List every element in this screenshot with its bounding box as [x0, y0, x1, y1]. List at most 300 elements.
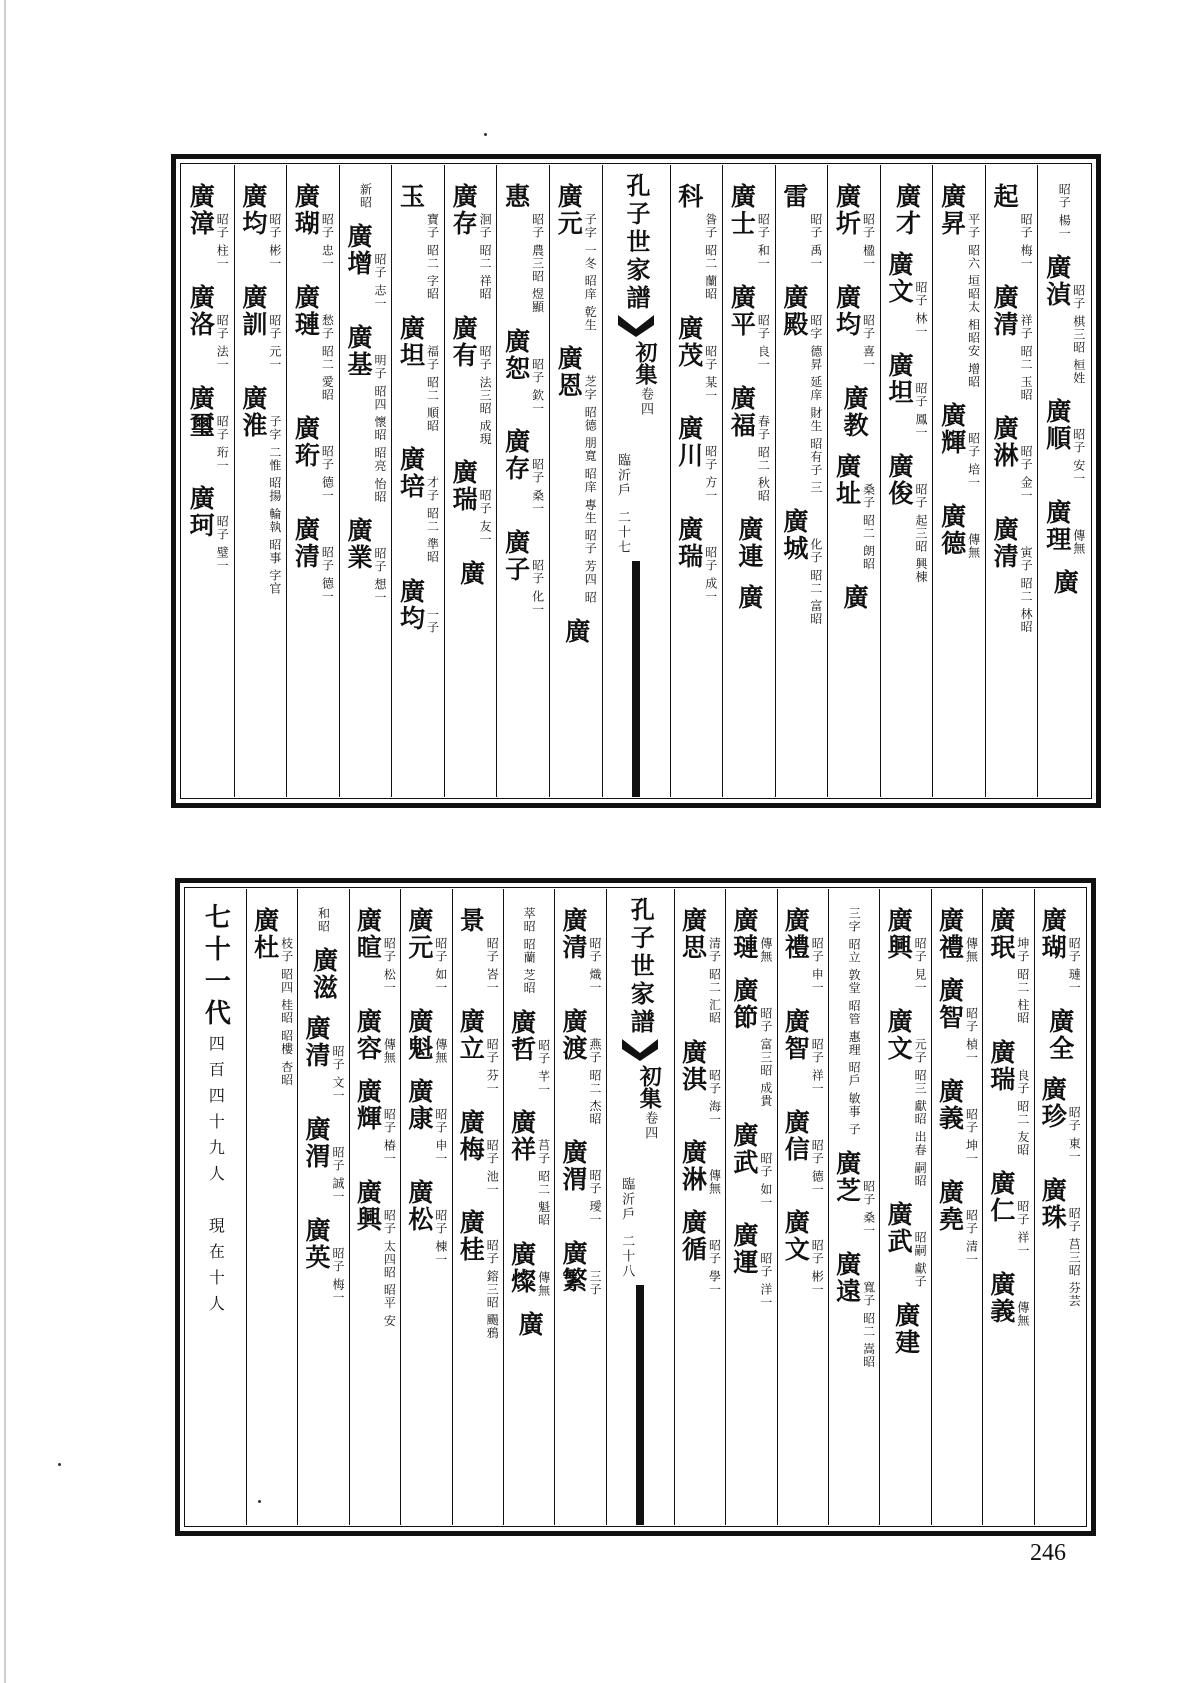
person-name: 廣渭 — [302, 1115, 332, 1170]
person-entry — [781, 907, 824, 994]
person-note: 昭子 法三昭 成現 — [478, 344, 493, 446]
person-note: 昭子 良一 — [756, 313, 771, 371]
person-note: 昭子 農三昭 煜顯 — [530, 213, 545, 314]
person-name: 廣仁 — [986, 1170, 1016, 1225]
person-entry — [727, 284, 770, 371]
person-entry — [353, 1078, 396, 1165]
person-entry — [892, 1302, 920, 1356]
person-note: 昭子 忠一 — [320, 213, 335, 270]
person-name: 廣連 — [734, 516, 764, 571]
person-name: 廣文 — [884, 1007, 914, 1062]
person-name: 景 — [456, 907, 486, 934]
person-note: 昭子 峇一 — [485, 937, 500, 994]
person-entry — [885, 453, 928, 584]
person-note: 昭子 文一 — [331, 1045, 346, 1102]
person-name: 廣松 — [404, 1178, 434, 1233]
person-name: 廣興 — [884, 907, 914, 961]
person-note: 昭子 彬一 — [267, 213, 282, 270]
person-name: 廣瑞 — [449, 459, 479, 514]
person-entry — [935, 1078, 978, 1165]
person-entry — [678, 1209, 721, 1296]
person-name: 廣哲 — [507, 1008, 537, 1063]
person-name: 廣遠 — [832, 1250, 862, 1305]
person-name: 廣教 — [839, 384, 869, 439]
person-note: 傳無 — [707, 1169, 722, 1196]
person-note: 一子 — [425, 607, 440, 634]
person-entry — [727, 183, 770, 270]
folio-number: 二十七 — [615, 510, 630, 555]
volume-label: 初集 — [636, 1065, 663, 1109]
person-name: 廣恩 — [554, 345, 584, 400]
person-name: 廣淮 — [238, 384, 268, 439]
person-name: 廣康 — [404, 1077, 434, 1132]
person-name: 廣渭 — [559, 1139, 589, 1194]
scan-speck — [58, 1463, 61, 1466]
record-column — [725, 889, 776, 1525]
person-note: 昭子 松一 — [382, 937, 397, 994]
person-name: 廣培 — [396, 446, 426, 501]
person-name: 廣輝 — [937, 402, 967, 457]
person-name: 廣川 — [674, 415, 704, 470]
person-entry — [239, 284, 282, 371]
person-name: 廣圻 — [832, 183, 862, 237]
person-name: 起 — [990, 183, 1020, 210]
person-entry — [990, 183, 1033, 270]
person-note: 昭子 欽一 — [530, 357, 545, 415]
record-column — [722, 165, 775, 797]
person-note: 昭子 德一 — [320, 445, 335, 503]
person-entry — [562, 618, 590, 645]
person-name: 廣 — [839, 584, 869, 612]
person-note: 燕子 昭二 杰昭 — [588, 1037, 603, 1126]
person-name: 廣清 — [990, 516, 1020, 571]
person-name: 雷 — [779, 183, 809, 210]
person-note: 良子 昭二 友昭 — [1015, 1068, 1030, 1157]
person-entry — [302, 1116, 345, 1203]
person-note: 昭子 安一 — [1071, 428, 1086, 486]
person-note: 傳無 — [758, 937, 773, 963]
person-note: 昭子 祥一 — [810, 1037, 825, 1095]
person-name: 廣 — [515, 1311, 545, 1339]
continued-note: 新昭 — [358, 183, 373, 209]
person-entry — [884, 1201, 927, 1288]
person-name: 廣珉 — [986, 907, 1016, 961]
record-column — [400, 889, 451, 1525]
person-name: 廣瑞 — [986, 1038, 1016, 1093]
person-entry — [884, 907, 927, 994]
person-note: 昭子 禹一 — [808, 213, 823, 270]
person-name: 廣魁 — [404, 1007, 434, 1062]
person-note: 昭子 池一 — [485, 1138, 500, 1196]
person-name: 廣芝 — [832, 1149, 862, 1204]
person-note: 昭子 誠一 — [331, 1145, 346, 1203]
person-note: 寬子 昭二 嵩昭 — [861, 1280, 876, 1369]
person-name: 廣士 — [727, 183, 757, 237]
person-note: 昭子 東一 — [1067, 1105, 1082, 1163]
record-column — [775, 165, 828, 797]
person-name: 廣梅 — [456, 1108, 486, 1163]
person-entry — [186, 183, 229, 270]
scan-speck — [484, 133, 487, 136]
person-entry — [990, 284, 1033, 402]
person-name: 廣建 — [891, 1301, 921, 1356]
person-entry — [449, 315, 492, 446]
person-entry — [833, 1251, 876, 1369]
person-name: 廣有 — [449, 314, 479, 369]
person-name: 廣城 — [779, 507, 809, 562]
person-entry — [344, 517, 387, 604]
person-name: 廣文 — [781, 1209, 811, 1264]
person-name: 廣堯 — [935, 1178, 965, 1233]
person-name: 廣清 — [559, 907, 589, 961]
person-note: 昭子 學一 — [707, 1239, 722, 1297]
person-name: 廣漳 — [186, 183, 216, 237]
person-note: 福子 昭二 順昭 — [425, 344, 440, 433]
person-name: 廣淋 — [678, 1139, 708, 1194]
person-note: 昭子 桑一 — [530, 458, 545, 516]
person-name: 廣珍 — [1038, 1075, 1068, 1130]
person-entry — [1046, 1008, 1074, 1062]
juan-label: 卷四 — [638, 387, 653, 417]
person-note: 元子 昭三 獻昭 出春 嗣昭 — [913, 1037, 928, 1188]
person-name: 廣坦 — [396, 314, 426, 369]
person-note: 昭子 元一 — [267, 313, 282, 371]
record-column — [339, 165, 392, 797]
person-note: 昭子 梅一 — [331, 1246, 346, 1304]
person-name: 廣武 — [884, 1201, 914, 1256]
person-name: 廣存 — [449, 183, 479, 237]
person-entry — [938, 183, 981, 388]
person-note: 坤子 昭二 柱昭 — [1015, 937, 1030, 1025]
person-entry — [405, 1008, 448, 1064]
person-note: 昭子 林一 — [914, 281, 929, 338]
person-name: 廣信 — [781, 1108, 811, 1163]
person-entry — [310, 947, 338, 1001]
person-entry — [251, 907, 294, 1086]
person-entry — [935, 977, 978, 1064]
person-name: 廣杜 — [250, 907, 280, 961]
person-entry — [1038, 907, 1081, 994]
person-entry — [405, 1179, 448, 1266]
person-note: 化子 昭二 富昭 — [808, 537, 823, 626]
person-entry — [730, 907, 773, 963]
person-name: 廣洛 — [186, 283, 216, 338]
person-entry — [730, 1122, 773, 1209]
person-name: 廣理 — [1042, 499, 1072, 554]
person-entry — [885, 251, 928, 338]
person-entry — [730, 1222, 773, 1309]
person-name: 廣義 — [986, 1271, 1016, 1326]
person-name: 廣運 — [729, 1222, 759, 1277]
person-entry — [456, 1008, 499, 1095]
person-entry — [397, 183, 440, 301]
person-entry — [987, 907, 1030, 1025]
person-note: 子字 二惟 昭揚 輪執 昭事 字官 — [267, 414, 282, 595]
person-note: 昭子 喜一 — [861, 313, 876, 371]
person-entry — [781, 1209, 824, 1296]
person-name: 廣平 — [727, 283, 757, 338]
person-name: 廣禮 — [781, 907, 811, 961]
person-note: 昭子 璉一 — [1067, 937, 1082, 994]
person-name: 廣祥 — [507, 1109, 537, 1164]
person-name: 廣基 — [343, 323, 373, 378]
person-note: 昭子 楨一 — [964, 1007, 979, 1064]
person-note: 昭子 化一 — [530, 559, 545, 617]
person-name: 廣立 — [456, 1007, 486, 1062]
person-entry — [559, 1139, 602, 1226]
generation-count: 四百四十九人 現在十人 — [206, 1035, 226, 1321]
person-entry — [397, 578, 440, 634]
person-note: 傳無 — [536, 1271, 551, 1298]
person-entry — [938, 402, 981, 489]
person-note: 愁子 昭二 愛昭 — [320, 313, 335, 402]
person-note: 昝子 昭二 蘭昭 — [703, 213, 718, 301]
person-name: 廣存 — [501, 428, 531, 483]
page-number: 246 — [1030, 1540, 1066, 1566]
person-note: 平子 昭六 垣昭太 相昭安 增昭 — [966, 213, 981, 389]
juan-label: 卷四 — [642, 1111, 658, 1141]
person-entry — [675, 183, 718, 301]
record-column — [1034, 889, 1085, 1525]
record-column — [674, 889, 725, 1525]
person-entry — [833, 1150, 876, 1237]
person-entry — [730, 977, 773, 1108]
person-entry — [990, 516, 1033, 634]
person-note: 昭子 如一 — [433, 937, 448, 994]
person-entry — [987, 1271, 1030, 1327]
person-entry — [735, 516, 763, 570]
person-name: 廣文 — [885, 251, 915, 305]
person-note: 昭子 如一 — [758, 1151, 773, 1209]
person-entry — [508, 1109, 551, 1227]
person-entry — [781, 1008, 824, 1095]
person-entry — [291, 284, 334, 402]
person-note: 莒子 昭二 魁昭 — [536, 1139, 551, 1228]
person-entry — [893, 183, 921, 237]
record-column — [297, 889, 348, 1525]
person-name: 廣燦 — [507, 1241, 537, 1296]
person-name: 廣暄 — [353, 907, 383, 961]
person-name: 廣璉 — [291, 283, 321, 338]
person-name: 廣茂 — [674, 314, 704, 369]
person-entry — [397, 446, 440, 564]
person-entry — [502, 428, 545, 515]
person-entry — [291, 516, 334, 603]
person-entry — [353, 1179, 396, 1327]
record-column — [985, 165, 1038, 797]
person-note: 寶子 昭二 字昭 — [425, 213, 440, 301]
person-name: 廣 — [734, 584, 764, 612]
person-entry — [559, 1240, 602, 1296]
person-name: 玉 — [396, 183, 426, 210]
person-entry — [502, 183, 545, 314]
person-note: 枝子 昭四 桂昭 昭樓 杏昭 — [279, 937, 294, 1087]
person-name: 廣璽 — [186, 384, 216, 439]
person-name: 廣珂 — [186, 485, 216, 540]
person-entry — [508, 1241, 551, 1297]
person-entry — [1050, 569, 1078, 596]
continued-note: 三字 昭立 敦堂 昭管 惠理 昭戶 敏事 子 — [847, 907, 862, 1136]
person-entry — [344, 223, 387, 310]
person-note: 昭子 想一 — [372, 547, 387, 604]
person-name: 廣思 — [678, 907, 708, 961]
person-note: 傳無 — [1071, 529, 1086, 556]
person-name: 廣桂 — [456, 1209, 486, 1264]
person-name: 廣訓 — [238, 283, 268, 338]
person-entry — [781, 1109, 824, 1196]
person-note: 昭子 志一 — [372, 253, 387, 310]
person-name: 廣址 — [832, 452, 862, 507]
person-entry — [1043, 398, 1086, 485]
continued-note: 萃昭 昭蘭 芝昭 — [522, 907, 537, 995]
person-note: 洄子 昭二 祥昭 — [478, 213, 493, 301]
person-name: 廣渡 — [559, 1007, 589, 1062]
folio-number: 二十八 — [619, 1234, 635, 1279]
center-black-bar — [636, 1285, 644, 1525]
person-note: 昭子 海一 — [707, 1068, 722, 1126]
person-name: 廣瑞 — [674, 516, 704, 571]
person-entry — [735, 584, 763, 611]
person-name: 惠 — [501, 183, 531, 210]
center-black-bar — [632, 561, 640, 797]
generation-label: 七十一代 — [200, 903, 231, 1031]
person-note: 昭子 桑一 — [861, 1179, 876, 1237]
person-name: 廣珠 — [1038, 1176, 1068, 1231]
person-entry — [457, 560, 485, 587]
record-column — [777, 889, 828, 1525]
person-note: 昭子 見一 — [913, 937, 928, 994]
person-note: 昭子 棋三昭 桓姓 — [1071, 283, 1086, 385]
record-column — [670, 165, 723, 797]
generation-summary — [186, 889, 246, 1525]
person-name: 廣智 — [781, 1007, 811, 1062]
person-entry — [935, 1179, 978, 1266]
record-column — [931, 889, 982, 1525]
person-name: 廣禮 — [935, 907, 965, 961]
person-name: 廣滋 — [309, 947, 339, 1001]
person-entry — [727, 385, 770, 503]
record-column — [549, 165, 602, 797]
genealogy-page-27 — [171, 154, 1101, 808]
record-column — [391, 165, 444, 797]
person-name: 廣瑚 — [291, 183, 321, 237]
person-name: 廣坦 — [885, 351, 915, 406]
person-note: 祥子 昭二 玉昭 — [1019, 313, 1034, 402]
person-entry — [1038, 1177, 1081, 1308]
person-entry — [780, 284, 823, 494]
person-name: 廣英 — [302, 1216, 332, 1271]
person-entry — [353, 907, 396, 994]
person-name: 廣才 — [892, 183, 922, 237]
person-entry — [678, 907, 721, 1025]
person-entry — [502, 328, 545, 415]
person-name: 廣智 — [935, 977, 965, 1031]
person-entry — [291, 183, 334, 270]
record-column — [234, 165, 287, 797]
person-note: 昭子 金一 — [1019, 445, 1034, 503]
person-note: 昭子 椿一 — [382, 1107, 397, 1165]
person-name: 廣清 — [302, 1015, 332, 1069]
person-name: 廣璉 — [729, 907, 759, 961]
person-note: 昭子 祥一 — [1015, 1200, 1030, 1258]
record-column — [879, 889, 930, 1525]
continued-note: 和昭 — [316, 907, 331, 933]
person-note: 昭子 富三昭 成貴 — [758, 1007, 773, 1108]
person-note: 昭子 法一 — [215, 313, 230, 371]
person-entry — [559, 907, 602, 994]
person-entry — [456, 1109, 499, 1196]
person-note: 昭子 彬一 — [810, 1239, 825, 1297]
record-column — [554, 889, 605, 1525]
person-name: 廣增 — [343, 223, 373, 277]
person-note: 芝字 昭德 朋寬 昭庠 專生 昭子 芳四 昭 — [583, 375, 598, 605]
person-name: 廣元 — [554, 183, 584, 237]
fishtail-mark-icon — [622, 1039, 658, 1061]
person-note: 昭子 德一 — [810, 1138, 825, 1196]
page-28-columns — [186, 889, 1085, 1525]
person-entry — [291, 415, 334, 502]
person-note: 昭子 某一 — [703, 344, 718, 402]
scan-speck — [258, 1500, 261, 1503]
person-entry — [186, 284, 229, 371]
person-note: 昭子 鎔三昭 颺鴉 — [485, 1239, 500, 1341]
person-entry — [239, 183, 282, 270]
person-entry — [344, 324, 387, 503]
person-note: 昭子 珩一 — [215, 414, 230, 472]
person-entry — [1043, 254, 1086, 385]
person-entry — [353, 1008, 396, 1064]
person-note: 昭子 和一 — [756, 213, 771, 270]
record-column — [982, 889, 1033, 1525]
center-header-column — [602, 165, 670, 797]
center-header-column — [606, 889, 674, 1525]
person-note: 昭子 璦一 — [588, 1169, 603, 1227]
person-name: 廣淋 — [990, 415, 1020, 470]
person-name: 廣 — [561, 618, 591, 646]
person-name: 廣福 — [727, 384, 757, 439]
person-name: 廣 — [456, 560, 486, 588]
person-entry — [780, 508, 823, 626]
person-note: 昭子 柱一 — [215, 213, 230, 270]
person-note: 昭子 清一 — [964, 1208, 979, 1266]
person-note: 昭子 璧一 — [215, 515, 230, 573]
person-note: 昭子 梅一 — [1019, 213, 1034, 270]
person-name: 廣子 — [501, 529, 531, 584]
person-entry — [678, 1139, 721, 1195]
person-entry — [456, 1209, 499, 1340]
person-note: 桑子 昭二 朗昭 — [861, 482, 876, 571]
person-name: 廣容 — [353, 1007, 383, 1062]
person-note: 昭子 熾一 — [588, 937, 603, 994]
record-column — [827, 165, 880, 797]
person-entry — [990, 415, 1033, 502]
person-note: 傳無 — [966, 533, 981, 560]
record-column — [444, 165, 497, 797]
person-note: 傳無 — [964, 937, 979, 963]
person-note: 昭子 申一 — [810, 937, 825, 994]
person-name: 科 — [674, 183, 704, 210]
person-name: 廣業 — [343, 517, 373, 572]
person-note: 才子 昭二 準昭 — [425, 476, 440, 564]
person-entry — [832, 183, 875, 270]
person-note: 昭子 芬一 — [485, 1037, 500, 1095]
person-note: 昭子 楹一 — [861, 213, 876, 270]
record-column — [880, 165, 933, 797]
branch-label: 臨沂戶 — [615, 453, 630, 498]
person-note: 昭子 鳳一 — [914, 381, 929, 439]
person-name: 廣 — [1050, 569, 1080, 597]
person-name: 廣俊 — [885, 452, 915, 507]
